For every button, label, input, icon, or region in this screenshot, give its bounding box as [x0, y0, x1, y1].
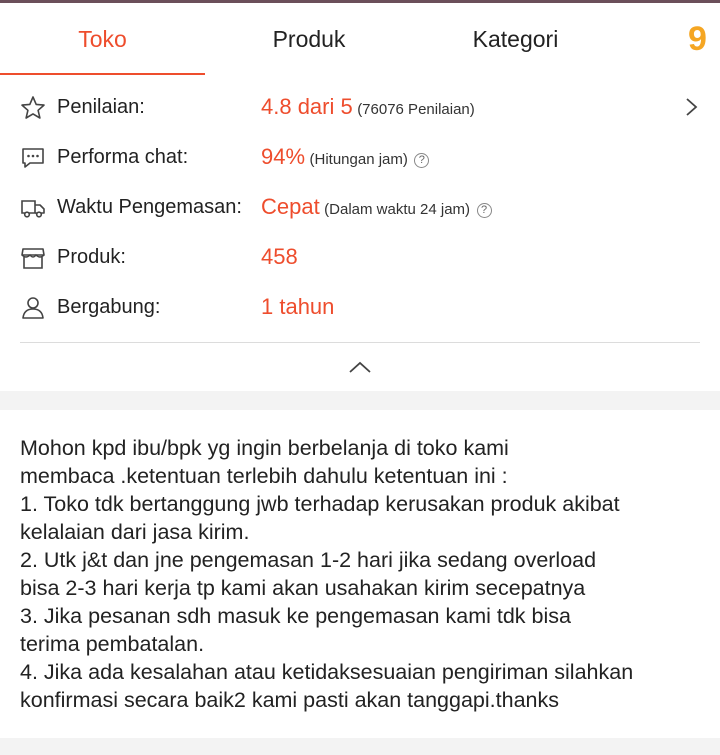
section-separator: [0, 391, 720, 410]
chat-percentage: 94%: [261, 144, 306, 169]
rating-count: (76076 Penilaian): [357, 101, 475, 118]
rating-label: Penilaian:: [57, 96, 145, 118]
shop-info-panel: [0, 75, 720, 391]
packing-speed: Cepat: [261, 194, 320, 219]
rating-value: [261, 82, 475, 135]
help-icon[interactable]: ?: [477, 203, 492, 218]
tab-partial-next[interactable]: 9: [688, 20, 707, 58]
tab-kategori[interactable]: Kategori: [472, 26, 559, 52]
divider: [20, 342, 700, 343]
person-icon: [20, 295, 46, 321]
rating-score: 4.8 dari 5: [261, 94, 353, 119]
chat-label: Performa chat:: [57, 146, 189, 168]
joined-label: Bergabung:: [57, 296, 161, 318]
store-icon: [20, 245, 46, 271]
packing-label: Waktu Pengemasan:: [57, 196, 242, 218]
bottom-separator: [0, 738, 720, 755]
rating-row[interactable]: [0, 82, 720, 132]
help-icon[interactable]: ?: [414, 153, 429, 168]
packing-detail: (Dalam waktu 24 jam): [324, 201, 471, 218]
packing-row: [0, 182, 720, 232]
description-text: Mohon kpd ibu/bpk yg ingin berbelanja di toko kami membaca .ketentuan terlebih dahulu ketentuan ini : 1. Toko tdk bertanggung jwb terhadap kerusakan produk akibat kelalaian dari jasa kirim. 2. Utk j&t dan jne pengemasan 1-2 hari jika sedang overload bisa 2-3 hari kerja tp kami akan usahakan kirim secepatnya 3. Jika pesanan sdh masuk ke pengemasan kami tdk bisa terima pembatalan. 4. Jika ada kesalahan atau ketidaksesuaian pengiriman silahkan konfirmasi secara baik2 kami pasti akan tanggapi.thanks: [20, 436, 634, 712]
joined-duration: 1 tahun: [261, 294, 335, 319]
products-value: [261, 232, 298, 285]
chat-icon: [20, 145, 46, 171]
tab-produk[interactable]: Produk: [272, 26, 346, 52]
products-count: 458: [261, 244, 298, 269]
chevron-up-icon[interactable]: [347, 359, 373, 375]
joined-value: [261, 282, 334, 335]
chat-row: [0, 132, 720, 182]
packing-value: [261, 182, 492, 235]
star-icon: [20, 95, 46, 121]
joined-row: [0, 282, 720, 332]
chat-value: [261, 132, 429, 185]
products-row: [0, 232, 720, 282]
truck-icon: [20, 195, 46, 221]
products-label: Produk:: [57, 246, 126, 268]
tab-toko[interactable]: Toko: [78, 26, 127, 52]
shop-description: [0, 410, 720, 755]
chat-detail: (Hitungan jam): [309, 151, 408, 168]
chevron-right-icon[interactable]: [680, 96, 702, 118]
tab-bar: [0, 3, 720, 75]
